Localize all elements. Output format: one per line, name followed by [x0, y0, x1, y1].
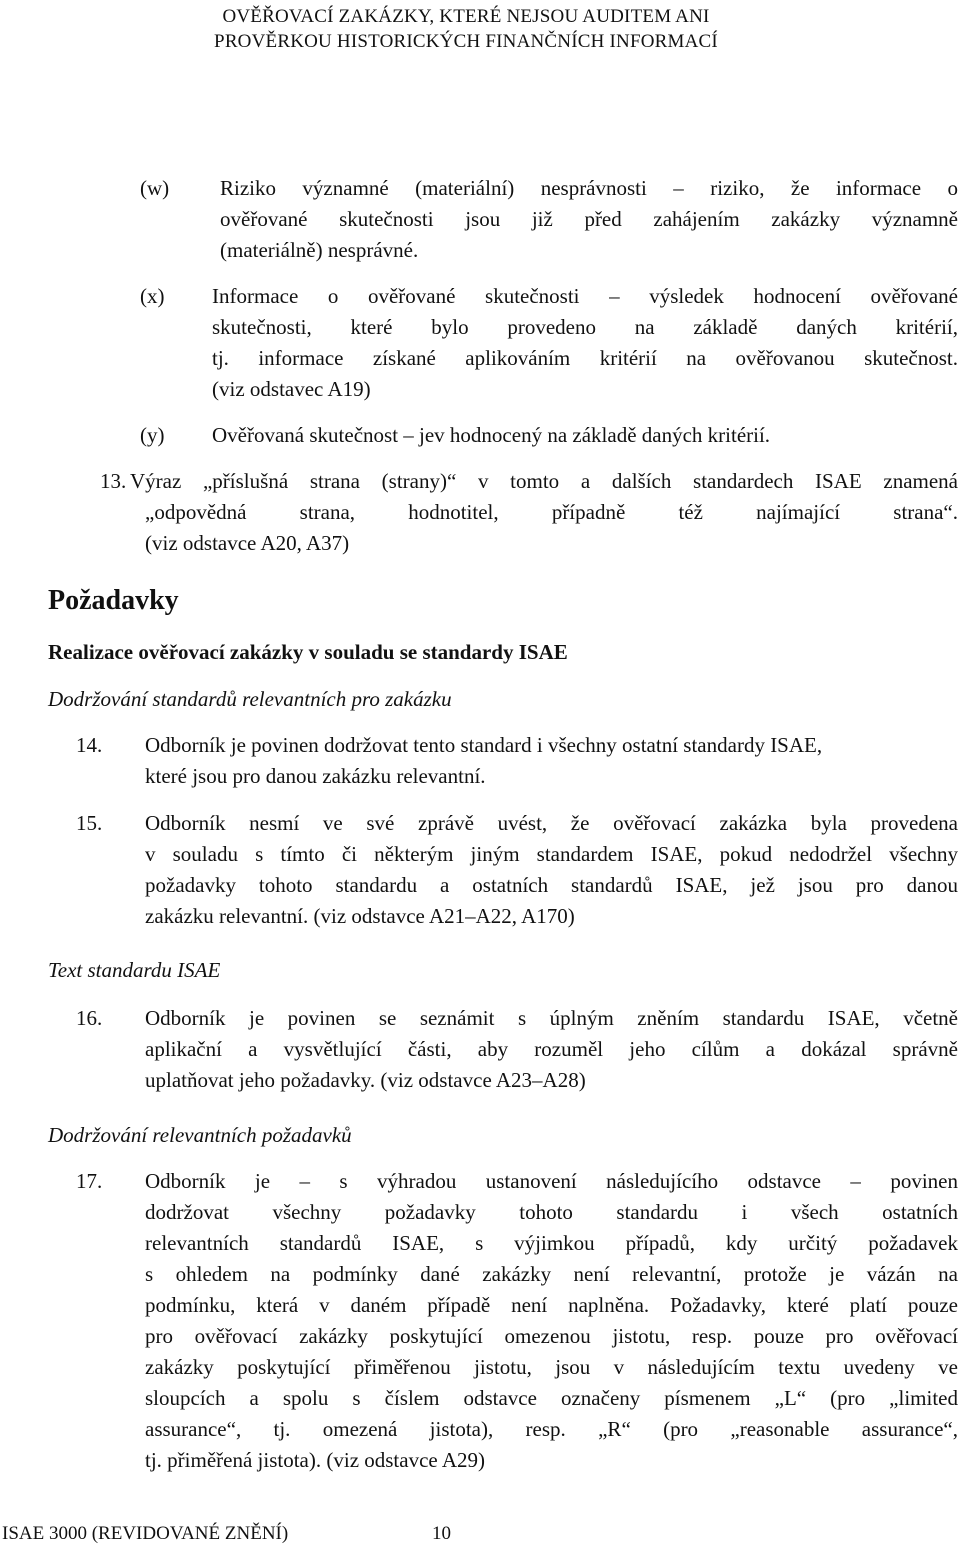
- section-title: Požadavky: [48, 585, 179, 616]
- definition-w-line: Riziko významné (materiální) nesprávnosti – riziko, že informace o: [220, 176, 958, 200]
- footer-title: ISAE 3000 (REVIDOVANÉ ZNĚNÍ): [2, 1523, 289, 1544]
- paragraph-15-line: v souladu s tímto či některým jiným standardem ISAE, pokud nedodržel všechny: [145, 842, 958, 866]
- paragraph-13-rest: [145, 497, 958, 559]
- paragraph-number-13: 13.: [100, 469, 127, 493]
- paragraph-17-line: dodržovat všechny požadavky tohoto standardu i všech ostatních: [145, 1200, 958, 1224]
- paragraph-number-15: 15.: [76, 811, 103, 835]
- paragraph-17-line: relevantních standardů ISAE, s výjimkou případů, kdy určitý požadavek: [145, 1231, 958, 1255]
- paragraph-15-line: požadavky tohoto standardu a ostatních standardů ISAE, jež jsou pro danou: [145, 873, 958, 897]
- paragraph-17-line: tj. přiměřená jistota). (viz odstavce A29): [145, 1448, 485, 1472]
- paragraph-15-line: zakázku relevantní. (viz odstavce A21–A22, A170): [145, 904, 575, 928]
- paragraph-15-line: Odborník nesmí ve své zprávě uvést, že ověřovací zakázka byla provedena: [145, 811, 958, 835]
- definition-label-y: (y): [140, 423, 165, 447]
- definition-w-line: (materiálně) nesprávné.: [220, 238, 419, 262]
- paragraph-17-line: sloupcích a spolu s číslem odstavce označeny písmenem „L“ (pro „limited: [145, 1386, 958, 1410]
- heading-text: Text standardu ISAE: [48, 958, 221, 982]
- paragraph-16: [145, 1003, 958, 1096]
- paragraph-14-line: Odborník je povinen dodržovat tento standard i všechny ostatní standardy ISAE,: [145, 733, 823, 757]
- header-line-2: PROVĚRKOU HISTORICKÝCH FINANČNÍCH INFORMACÍ: [214, 31, 718, 52]
- definition-x: [212, 281, 958, 405]
- definition-y-line: Ověřovaná skutečnost – jev hodnocený na základě daných kritérií.: [212, 423, 771, 447]
- paragraph-13-line: „odpovědná strana, hodnotitel, případně též najímající strana“.: [145, 500, 958, 524]
- paragraph-16-line: Odborník je povinen se seznámit s úplným zněním standardu ISAE, včetně: [145, 1006, 958, 1030]
- definition-x-line: tj. informace získané aplikováním kritérií na ověřovanou skutečnost.: [212, 346, 958, 370]
- paragraph-13-line: Výraz „příslušná strana (strany)“ v tomto a dalších standardech ISAE znamená: [130, 469, 958, 493]
- heading-compliance: Dodržování standardů relevantních pro zakázku: [48, 687, 452, 711]
- definition-x-line: (viz odstavec A19): [212, 377, 371, 401]
- definition-label-x: (x): [140, 284, 165, 308]
- paragraph-16-line: uplatňovat jeho požadavky. (viz odstavce A23–A28): [145, 1068, 586, 1092]
- paragraph-13-line: (viz odstavce A20, A37): [145, 531, 350, 555]
- paragraph-17-line: s ohledem na podmínky dané zakázky není relevantní, protože je vázán na: [145, 1262, 958, 1286]
- paragraph-13-first: [130, 466, 958, 497]
- paragraph-17-line: zakázky poskytující přiměřenou jistotu, jsou v následujícím textu uvedeny ve: [145, 1355, 958, 1379]
- subsection-title: Realizace ověřovací zakázky v souladu se standardy ISAE: [48, 640, 568, 664]
- paragraph-number-14: 14.: [76, 733, 103, 757]
- header-line-1: OVĚŘOVACÍ ZAKÁZKY, KTERÉ NEJSOU AUDITEM ANI: [222, 6, 710, 27]
- paragraph-17-line: podmínku, která v daném případě není naplněna. Požadavky, které platí pouze: [145, 1293, 958, 1317]
- heading-requirements: Dodržování relevantních požadavků: [48, 1123, 352, 1147]
- definition-x-line: Informace o ověřované skutečnosti – výsledek hodnocení ověřované: [212, 284, 958, 308]
- definition-x-line: skutečnosti, které bylo provedeno na základě daných kritérií,: [212, 315, 958, 339]
- paragraph-16-line: aplikační a vysvětlující části, aby rozuměl jeho cílům a dokázal správně: [145, 1037, 958, 1061]
- paragraph-17: [145, 1166, 958, 1476]
- paragraph-17-line: pro ověřovací zakázky poskytující omezenou jistotu, resp. pouze pro ověřovací: [145, 1324, 958, 1348]
- paragraph-17-line: assurance“, tj. omezená jistota), resp. „R“ (pro „reasonable assurance“,: [145, 1417, 958, 1441]
- paragraph-15: [145, 808, 958, 932]
- definition-w: [220, 173, 958, 266]
- page-header: [186, 4, 746, 54]
- paragraph-number-16: 16.: [76, 1006, 103, 1030]
- definition-w-line: ověřované skutečnosti jsou již před zahájením zakázky významně: [220, 207, 958, 231]
- footer-divider: [0, 1512, 960, 1513]
- page-number: 10: [432, 1523, 451, 1544]
- paragraph-17-line: Odborník je – s výhradou ustanovení následujícího odstavce – povinen: [145, 1169, 958, 1193]
- paragraph-14-line: které jsou pro danou zakázku relevantní.: [145, 764, 486, 788]
- paragraph-number-17: 17.: [76, 1169, 103, 1193]
- definition-y: [212, 420, 958, 451]
- definition-label-w: (w): [140, 176, 170, 200]
- paragraph-14: [145, 730, 958, 792]
